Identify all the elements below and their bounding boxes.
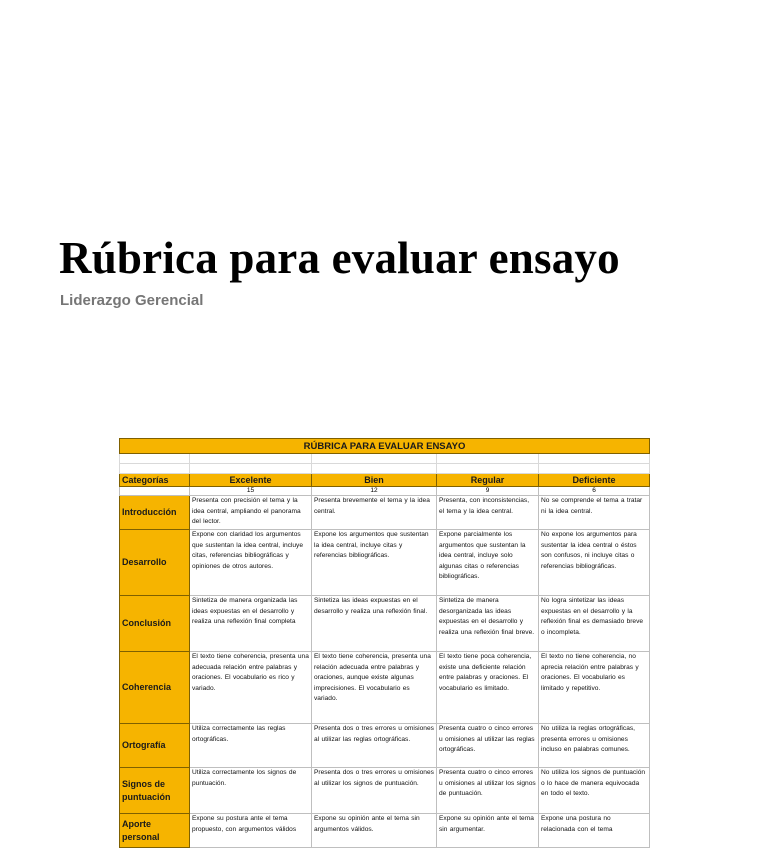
points-regular: 9 — [437, 487, 539, 496]
descriptor-cell: Expone su opinión ante el tema sin argumentos válidos. — [312, 814, 437, 848]
rubric-header-row — [120, 474, 650, 487]
blank-cell — [190, 464, 312, 474]
descriptor-cell: No utiliza los signos de puntuación o lo hace de manera equivocada en todo el texto. — [539, 768, 650, 814]
descriptor-cell: Presenta cuatro o cinco errores u omisiones al utilizar los signos de puntuación. — [437, 768, 539, 814]
criterion-label: Conclusión — [120, 596, 190, 652]
blank-row — [120, 464, 650, 474]
criterion-label: Desarrollo — [120, 530, 190, 596]
descriptor-cell: Presenta cuatro o cinco errores u omisiones al utilizar las reglas ortográficas. — [437, 724, 539, 768]
points-row — [120, 487, 650, 496]
blank-row — [120, 454, 650, 464]
blank-cell — [437, 454, 539, 464]
descriptor-cell: El texto tiene coherencia, presenta una adecuada relación entre palabras y oraciones. El vocabulario es rico y variado. — [190, 652, 312, 724]
rubric-row-conclusion — [120, 596, 650, 652]
rubric-row-coherencia — [120, 652, 650, 724]
descriptor-cell: No logra sintetizar las ideas expuestas en el desarrollo y la reflexión final es demasiado breve o incompleta. — [539, 596, 650, 652]
criterion-label: Introducción — [120, 496, 190, 530]
blank-cell — [539, 464, 650, 474]
descriptor-cell: Expone una postura no relacionada con el tema — [539, 814, 650, 848]
descriptor-cell: Presenta dos o tres errores u omisiones al utilizar los signos de puntuación. — [312, 768, 437, 814]
rubric-banner-row — [120, 439, 650, 454]
descriptor-cell: Expone parcialmente los argumentos que sustentan la idea central, incluye solo algunas citas o referencias bibliográficas. — [437, 530, 539, 596]
descriptor-cell: Utiliza correctamente las reglas ortográficas. — [190, 724, 312, 768]
descriptor-cell: Sintetiza las ideas expuestas en el desarrollo y realiza una reflexión final. — [312, 596, 437, 652]
rubric-row-signos-de-puntuacion — [120, 768, 650, 814]
descriptor-cell: El texto tiene coherencia, presenta una relación adecuada entre palabras y oraciones, aunque existe algunas imprecisiones. El vocabulario es variado. — [312, 652, 437, 724]
rubric-row-ortografia — [120, 724, 650, 768]
level-header-bien: Bien — [312, 474, 437, 487]
descriptor-cell: No se comprende el tema a tratar ni la idea central. — [539, 496, 650, 530]
descriptor-cell: Expone su postura ante el tema propuesto, con argumentos válidos — [190, 814, 312, 848]
points-blank-cell — [120, 487, 190, 496]
descriptor-cell: Expone los argumentos que sustentan la idea central, incluye citas y referencias bibliográficas. — [312, 530, 437, 596]
descriptor-cell: Sintetiza de manera desorganizada las ideas expuestas en el desarrollo y realiza una reflexión final breve. — [437, 596, 539, 652]
criterion-label: Signos de puntuación — [120, 768, 190, 814]
rubric-table — [119, 438, 650, 848]
criterion-label: Aporte personal — [120, 814, 190, 848]
descriptor-cell: Utiliza correctamente los signos de puntuación. — [190, 768, 312, 814]
descriptor-cell: Presenta dos o tres errores u omisiones al utilizar las reglas ortográficas. — [312, 724, 437, 768]
descriptor-cell: Presenta con precisión el tema y la idea central, ampliando el panorama del lector. — [190, 496, 312, 530]
descriptor-cell: No expone los argumentos para sustentar la idea central o éstos son confusos, ni incluye citas o referencias bibliográficas. — [539, 530, 650, 596]
level-header-regular: Regular — [437, 474, 539, 487]
descriptor-cell: El texto no tiene coherencia, no aprecia relación entre palabras y oraciones. El vocabulario es limitado y repetitivo. — [539, 652, 650, 724]
document-subtitle: Liderazgo Gerencial — [60, 292, 204, 309]
level-header-excelente: Excelente — [190, 474, 312, 487]
blank-cell — [190, 454, 312, 464]
descriptor-cell: Presenta, con inconsistencias, el tema y la idea central. — [437, 496, 539, 530]
points-deficiente: 6 — [539, 487, 650, 496]
rubric-row-desarrollo — [120, 530, 650, 596]
category-header: Categorías — [120, 474, 190, 487]
points-bien: 12 — [312, 487, 437, 496]
descriptor-cell: Expone con claridad los argumentos que sustentan la idea central, incluye citas, referencias bibliográficas y opiniones de otros autores. — [190, 530, 312, 596]
blank-cell — [312, 454, 437, 464]
rubric-banner: RÚBRICA PARA EVALUAR ENSAYO — [120, 439, 650, 454]
blank-cell — [120, 464, 190, 474]
criterion-label: Coherencia — [120, 652, 190, 724]
document-title: Rúbrica para evaluar ensayo — [59, 233, 620, 283]
rubric-row-aporte-personal — [120, 814, 650, 848]
rubric-row-introduccion — [120, 496, 650, 530]
descriptor-cell: Presenta brevemente el tema y la idea central. — [312, 496, 437, 530]
blank-cell — [539, 454, 650, 464]
blank-cell — [437, 464, 539, 474]
descriptor-cell: Expone su opinión ante el tema sin argumentar. — [437, 814, 539, 848]
level-header-deficiente: Deficiente — [539, 474, 650, 487]
points-excelente: 15 — [190, 487, 312, 496]
descriptor-cell: Sintetiza de manera organizada las ideas expuestas en el desarrollo y realiza una reflexión final completa — [190, 596, 312, 652]
blank-cell — [120, 454, 190, 464]
descriptor-cell: El texto tiene poca coherencia, existe una deficiente relación entre palabras y oraciones. El vocabulario es limitado. — [437, 652, 539, 724]
blank-cell — [312, 464, 437, 474]
criterion-label: Ortografía — [120, 724, 190, 768]
descriptor-cell: No utiliza la reglas ortográficas, presenta errores u omisiones incluso en palabras comunes. — [539, 724, 650, 768]
